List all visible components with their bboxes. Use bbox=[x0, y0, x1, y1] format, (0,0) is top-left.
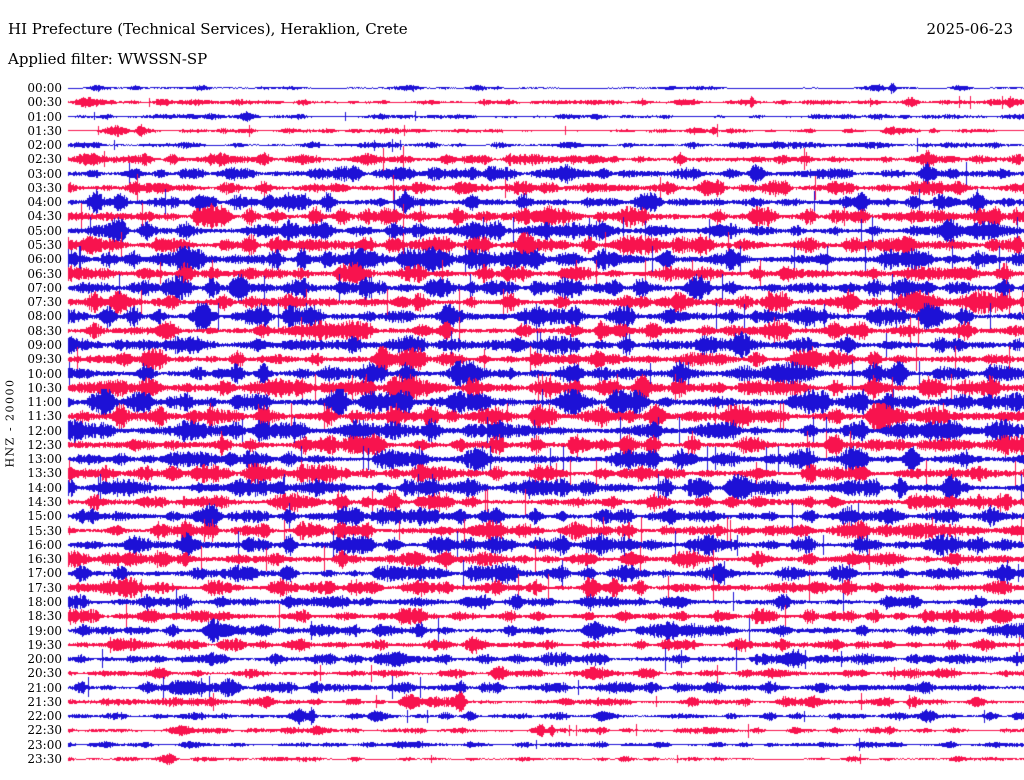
time-label: 10:00 bbox=[27, 366, 62, 381]
time-label: 14:00 bbox=[27, 480, 62, 495]
time-label: 03:00 bbox=[27, 166, 62, 181]
time-label: 19:30 bbox=[27, 637, 62, 652]
time-label: 15:30 bbox=[27, 523, 62, 538]
time-label: 02:30 bbox=[27, 152, 62, 167]
time-label: 16:00 bbox=[27, 537, 62, 552]
time-label: 23:00 bbox=[27, 737, 62, 752]
time-label: 04:30 bbox=[27, 209, 62, 224]
time-label: 08:00 bbox=[27, 309, 62, 324]
time-label: 21:00 bbox=[27, 680, 62, 695]
time-label: 20:30 bbox=[27, 666, 62, 681]
page-title: HI Prefecture (Technical Services), Heraklion, Crete bbox=[8, 20, 408, 38]
time-label: 11:00 bbox=[27, 395, 62, 410]
time-label: 01:00 bbox=[27, 109, 62, 124]
time-label: 10:30 bbox=[27, 380, 62, 395]
time-label: 12:30 bbox=[27, 437, 62, 452]
time-label: 17:30 bbox=[27, 580, 62, 595]
time-label: 06:30 bbox=[27, 266, 62, 281]
time-label: 00:30 bbox=[27, 95, 62, 110]
time-label: 03:30 bbox=[27, 180, 62, 195]
time-label: 20:00 bbox=[27, 652, 62, 667]
time-label: 04:00 bbox=[27, 195, 62, 210]
time-label: 01:30 bbox=[27, 123, 62, 138]
time-label: 09:30 bbox=[27, 352, 62, 367]
time-label: 02:00 bbox=[27, 138, 62, 153]
time-label: 12:00 bbox=[27, 423, 62, 438]
time-label: 18:00 bbox=[27, 594, 62, 609]
time-label: 17:00 bbox=[27, 566, 62, 581]
time-label: 06:00 bbox=[27, 252, 62, 267]
date-label: 2025-06-23 bbox=[926, 20, 1013, 38]
time-label: 13:00 bbox=[27, 452, 62, 467]
time-label: 07:30 bbox=[27, 295, 62, 310]
time-label: 22:00 bbox=[27, 709, 62, 724]
time-label: 09:00 bbox=[27, 337, 62, 352]
time-label: 21:30 bbox=[27, 694, 62, 709]
time-label: 19:00 bbox=[27, 623, 62, 638]
time-label: 22:30 bbox=[27, 723, 62, 738]
time-label: 16:30 bbox=[27, 552, 62, 567]
time-label: 08:30 bbox=[27, 323, 62, 338]
time-label: 11:30 bbox=[27, 409, 62, 424]
time-label: 14:30 bbox=[27, 495, 62, 510]
time-label: 00:00 bbox=[27, 81, 62, 95]
time-label: 13:30 bbox=[27, 466, 62, 481]
applied-filter-label: Applied filter: WWSSN-SP bbox=[8, 50, 208, 68]
time-label: 23:30 bbox=[27, 752, 62, 767]
station-channel-label: HNZ - 20000 bbox=[3, 378, 17, 468]
time-label: 05:00 bbox=[27, 223, 62, 238]
time-label: 07:00 bbox=[27, 280, 62, 295]
time-label: 15:00 bbox=[27, 509, 62, 524]
time-label: 18:30 bbox=[27, 609, 62, 624]
time-label: 05:30 bbox=[27, 238, 62, 253]
